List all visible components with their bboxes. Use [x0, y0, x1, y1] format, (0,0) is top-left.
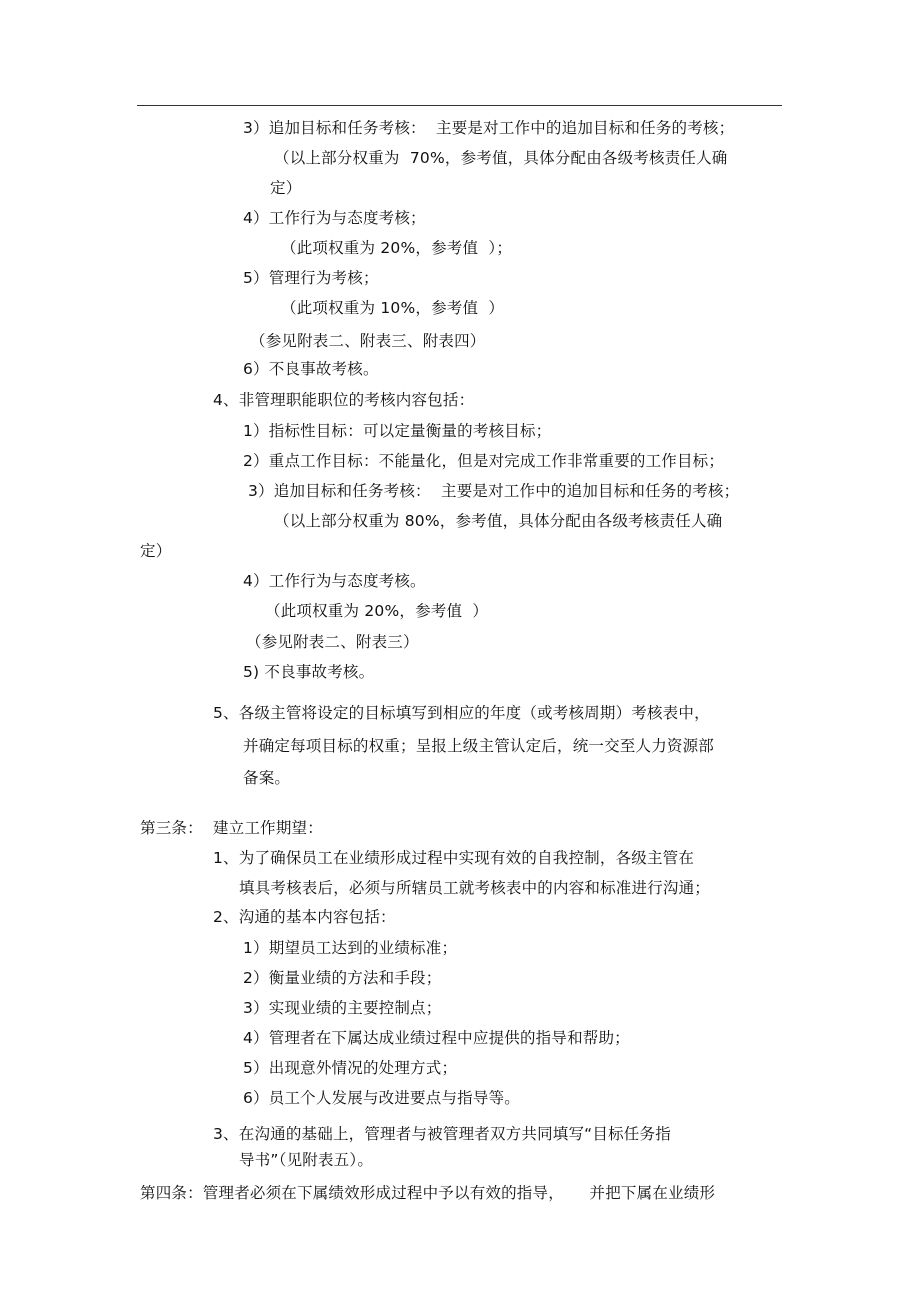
- text-line: 1）指标性目标：可以定量衡量的考核目标；: [243, 422, 552, 440]
- text-line: 5）管理行为考核；: [243, 269, 379, 287]
- text-line: 2）衡量业绩的方法和手段；: [243, 969, 442, 987]
- text-line: （此项权重为 10%，参考值 ）: [281, 299, 505, 317]
- section-heading: 第三条： 建立工作期望：: [140, 819, 323, 837]
- text-line: 1）期望员工达到的业绩标准；: [243, 939, 458, 957]
- text-line: 定）: [140, 542, 172, 560]
- text-line: 3）追加目标和任务考核： 主要是对工作中的追加目标和任务的考核；: [243, 119, 735, 137]
- text-line: 1、为了确保员工在业绩形成过程中实现有效的自我控制，各级主管在: [213, 849, 695, 867]
- text-line: 定）: [270, 179, 302, 197]
- text-line: 4、非管理职能职位的考核内容包括：: [213, 391, 475, 409]
- text-line: （参见附表二、附表三、附表四）: [250, 332, 486, 350]
- text-line: 填具考核表后，必须与所辖员工就考核表中的内容和标准进行沟通；: [239, 879, 711, 897]
- text-line: 导书”（见附表五）。: [239, 1151, 374, 1169]
- text-line: 3）实现业绩的主要控制点；: [243, 999, 442, 1017]
- text-line: 5）出现意外情况的处理方式；: [243, 1059, 458, 1077]
- header-rule: [137, 105, 782, 106]
- text-line: 3）追加目标和任务考核： 主要是对工作中的追加目标和任务的考核；: [248, 482, 740, 500]
- text-line: 备案。: [243, 769, 291, 787]
- text-line: 并确定每项目标的权重；呈报上级主管认定后，统一交至人力资源部: [243, 737, 715, 755]
- text-line: 6）不良事故考核。: [243, 360, 379, 378]
- text-line: 3、在沟通的基础上，管理者与被管理者双方共同填写“目标任务指: [213, 1125, 671, 1143]
- section-heading: 第四条：管理者必须在下属绩效形成过程中予以有效的指导， 并把下属在业绩形: [140, 1184, 716, 1202]
- text-line: 2、沟通的基本内容包括：: [213, 908, 396, 926]
- text-line: （参见附表二、附表三）: [246, 633, 419, 651]
- text-line: 4）工作行为与态度考核；: [243, 209, 426, 227]
- text-line: 4）管理者在下属达成业绩过程中应提供的指导和帮助；: [243, 1029, 630, 1047]
- text-line: （此项权重为 20%，参考值 ）；: [281, 239, 513, 257]
- text-line: （此项权重为 20%，参考值 ）: [265, 602, 489, 620]
- text-line: （以上部分权重为 70%，参考值，具体分配由各级考核责任人确: [274, 149, 728, 167]
- text-line: 6）员工个人发展与改进要点与指导等。: [243, 1089, 520, 1107]
- text-line: 4）工作行为与态度考核。: [243, 572, 426, 590]
- text-line: （以上部分权重为 80%，参考值，具体分配由各级考核责任人确: [274, 512, 723, 530]
- text-line: 5、各级主管将设定的目标填写到相应的年度（或考核周期）考核表中，: [213, 704, 710, 722]
- text-line: 2）重点工作目标：不能量化，但是对完成工作非常重要的工作目标；: [243, 452, 725, 470]
- text-line: 5) 不良事故考核。: [243, 663, 375, 681]
